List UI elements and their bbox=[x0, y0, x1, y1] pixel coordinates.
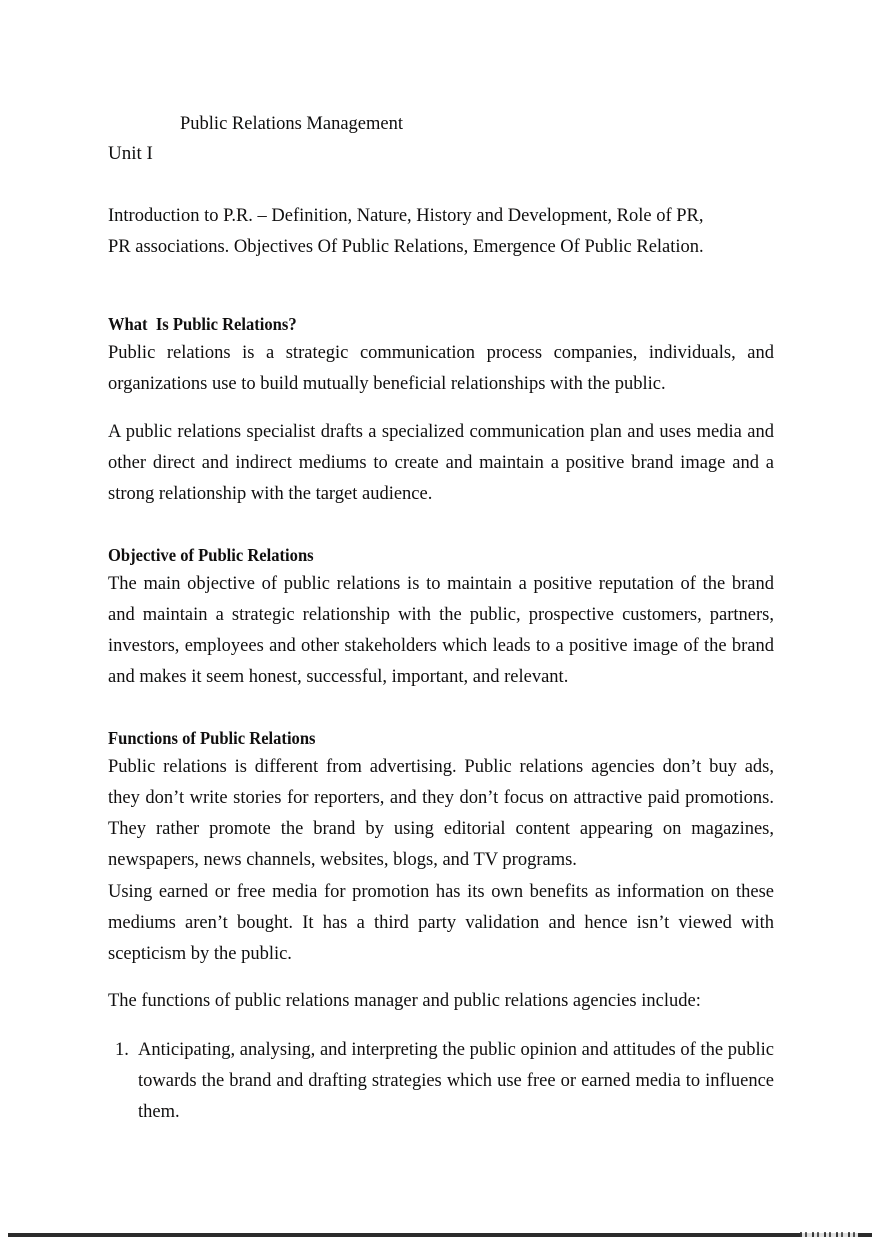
document-text-column bbox=[108, 0, 774, 1128]
outline-line-2: PR associations. Objectives Of Public Relations, Emergence Of Public Relation. bbox=[108, 237, 704, 257]
section-heading-objective-of-public-relations: Objective of Public Relations bbox=[108, 545, 314, 565]
paragraph-specialist: A public relations specialist drafts a specialized communication plan and uses media and other direct and indirect mediums to create and maintain a positive brand image and a strong relationship with the target audience. bbox=[108, 422, 774, 504]
paragraph-definition: Public relations is a strategic communication process companies, individuals, and organizations use to build mutually beneficial relationships with the public. bbox=[108, 343, 774, 394]
paragraph-objective: The main objective of public relations is to maintain a positive reputation of the brand and maintain a strategic relationship with the public, prospective customers, partners, investors, employees and other stakeholders which leads to a positive image of the brand and makes it seem honest, successful, important, and relevant. bbox=[108, 574, 774, 687]
list-item-marker: 1. bbox=[115, 1040, 129, 1060]
list-item-text: Anticipating, analysing, and interpreting the public opinion and attitudes of the public towards the brand and drafting strategies which use free or earned media to influence them. bbox=[138, 1040, 774, 1122]
scan-artifact-bar bbox=[8, 1233, 872, 1237]
list-item bbox=[108, 1035, 774, 1128]
document-title: Public Relations Management bbox=[180, 114, 403, 134]
course-outline-block bbox=[108, 169, 774, 263]
unit-label: Unit I bbox=[108, 143, 153, 164]
section-heading-functions-of-public-relations: Functions of Public Relations bbox=[108, 728, 316, 748]
functions-numbered-list bbox=[108, 1017, 774, 1128]
paragraph-earned-media: Using earned or free media for promotion has its own benefits as information on these mediums aren’t bought. It has a third party validation and hence isn’t viewed with scepticism by the public. bbox=[108, 882, 774, 964]
paragraph-functions-lead-in: The functions of public relations manager and public relations agencies include: bbox=[108, 991, 701, 1011]
section-heading-what-is-public-relations: What Is Public Relations? bbox=[108, 314, 297, 334]
outline-line-1: Introduction to P.R. – Definition, Nature, History and Development, Role of PR, bbox=[108, 206, 704, 226]
paragraph-functions-differ-from-advertising: Public relations is different from advertising. Public relations agencies don’t buy ads, they don’t write stories for reporters, and they don’t focus on attractive paid promotions. They rather promote the brand by using editorial content appearing on magazines, newspapers, news channels, websites, blogs, and TV programs. bbox=[108, 757, 774, 870]
scan-artifact-speckles bbox=[800, 1232, 858, 1237]
